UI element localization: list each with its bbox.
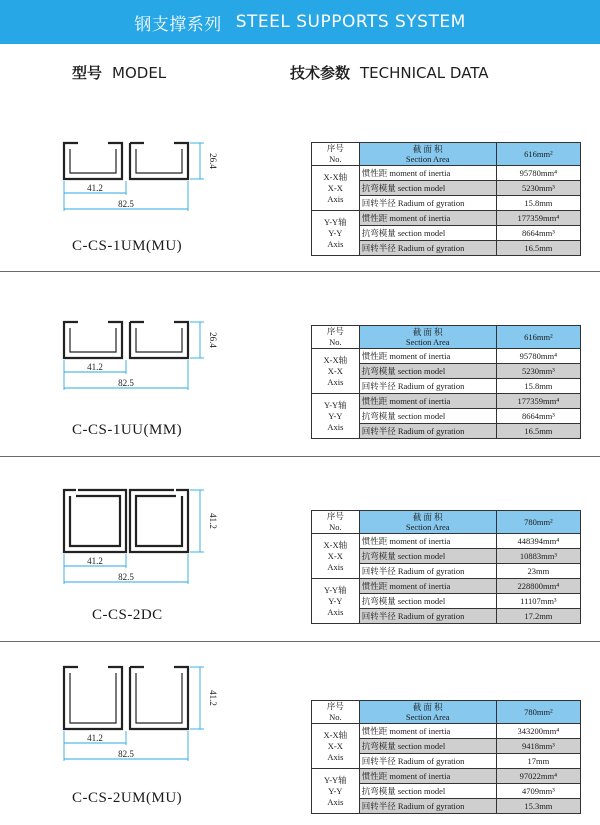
left-inner xyxy=(70,149,116,173)
xx-modulus-label: 抗弯模量 section model xyxy=(359,739,496,754)
yy-modulus-value: 4709mm³ xyxy=(496,784,580,799)
xx-axis-label: X-X轴 X-X Axis xyxy=(312,349,360,394)
xx-moment-label: 惯性距 moment of inertia xyxy=(359,166,496,181)
total-width-label: 82.5 xyxy=(118,749,134,759)
banner-title-cn: 钢支撑系列 xyxy=(134,14,222,35)
model-label: C-CS-2DC xyxy=(92,607,163,623)
no-header: 序号 No. xyxy=(312,143,360,166)
yy-radius-value: 17.2mm xyxy=(496,609,580,624)
product-section xyxy=(0,457,600,641)
height-label: 26.4 xyxy=(208,153,218,169)
spec-table xyxy=(311,700,581,814)
channel-profile xyxy=(64,322,188,358)
xx-radius-label: 回转半径 Radium of gyration xyxy=(359,754,496,769)
channel-profile xyxy=(64,667,188,729)
xx-radius-value: 23mm xyxy=(496,564,580,579)
no-header: 序号 No. xyxy=(312,701,360,724)
yy-moment-label: 惯性距 moment of inertia xyxy=(359,211,496,226)
xx-axis-label: X-X轴 X-X Axis xyxy=(312,534,360,579)
half-width-label: 41.2 xyxy=(87,733,103,743)
banner-title-en: STEEL SUPPORTS SYSTEM xyxy=(235,12,466,32)
xx-moment-value: 95780mm⁴ xyxy=(496,166,580,181)
xx-moment-label: 惯性距 moment of inertia xyxy=(359,349,496,364)
spec-table xyxy=(311,510,581,624)
yy-modulus-value: 8664mm³ xyxy=(496,409,580,424)
yy-moment-label: 惯性距 moment of inertia xyxy=(359,769,496,784)
left-inner xyxy=(70,328,116,352)
xx-modulus-value: 9418mm³ xyxy=(496,739,580,754)
tech-header xyxy=(290,62,489,83)
xx-radius-value: 15.8mm xyxy=(496,379,580,394)
total-width-label: 82.5 xyxy=(118,199,134,209)
area-header: 截 面 积 Section Area xyxy=(359,701,496,724)
right-inner xyxy=(136,149,182,173)
right-inner xyxy=(136,328,182,352)
area-value: 780mm² xyxy=(496,511,580,534)
product-section xyxy=(0,272,600,456)
xx-moment-label: 惯性距 moment of inertia xyxy=(359,534,496,549)
spec-table xyxy=(311,142,581,256)
tech-header-en: TECHNICAL DATA xyxy=(360,64,489,82)
xx-modulus-value: 10883mm³ xyxy=(496,549,580,564)
model-header xyxy=(72,62,166,83)
left-channel xyxy=(64,490,126,552)
area-value: 780mm² xyxy=(496,701,580,724)
right-channel xyxy=(130,490,188,552)
yy-axis-label: Y-Y轴 Y-Y Axis xyxy=(312,579,360,624)
yy-moment-label: 惯性距 moment of inertia xyxy=(359,579,496,594)
no-header: 序号 No. xyxy=(312,511,360,534)
xx-moment-value: 448394mm⁴ xyxy=(496,534,580,549)
yy-radius-label: 回转半径 Radium of gyration xyxy=(359,799,496,814)
yy-axis-label: Y-Y轴 Y-Y Axis xyxy=(312,769,360,814)
yy-moment-value: 228800mm⁴ xyxy=(496,579,580,594)
left-inner xyxy=(70,673,116,723)
yy-axis-label: Y-Y轴 Y-Y Axis xyxy=(312,394,360,439)
tech-header-cn: 技术参数 xyxy=(290,64,351,82)
area-value: 616mm² xyxy=(496,143,580,166)
xx-radius-label: 回转半径 Radium of gyration xyxy=(359,196,496,211)
total-width-label: 82.5 xyxy=(118,378,134,388)
half-width-label: 41.2 xyxy=(87,556,103,566)
page-banner xyxy=(0,0,600,44)
model-label: C-CS-2UM(MU) xyxy=(72,790,183,806)
model-label: C-CS-1UM(MU) xyxy=(72,238,183,254)
xx-radius-label: 回转半径 Radium of gyration xyxy=(359,379,496,394)
yy-radius-label: 回转半径 Radium of gyration xyxy=(359,241,496,256)
xx-modulus-value: 5230mm³ xyxy=(496,364,580,379)
area-header: 截 面 积 Section Area xyxy=(359,143,496,166)
xx-radius-value: 17mm xyxy=(496,754,580,769)
xx-axis-label: X-X轴 X-X Axis xyxy=(312,166,360,211)
xx-modulus-label: 抗弯模量 section model xyxy=(359,181,496,196)
channel-profile xyxy=(64,490,188,552)
yy-modulus-value: 11107mm³ xyxy=(496,594,580,609)
height-label: 26.4 xyxy=(208,332,218,348)
yy-radius-label: 回转半径 Radium of gyration xyxy=(359,609,496,624)
half-width-label: 41.2 xyxy=(87,183,103,193)
profile-drawing xyxy=(0,272,230,412)
product-section xyxy=(0,95,600,271)
xx-modulus-label: 抗弯模量 section model xyxy=(359,364,496,379)
area-value: 616mm² xyxy=(496,326,580,349)
yy-radius-value: 15.3mm xyxy=(496,799,580,814)
xx-moment-value: 343200mm⁴ xyxy=(496,724,580,739)
channel-profile xyxy=(64,143,188,179)
xx-axis-label: X-X轴 X-X Axis xyxy=(312,724,360,769)
height-label: 41.2 xyxy=(208,690,218,706)
profile-drawing xyxy=(0,642,230,782)
model-label: C-CS-1UU(MM) xyxy=(72,422,183,438)
no-header: 序号 No. xyxy=(312,326,360,349)
yy-moment-label: 惯性距 moment of inertia xyxy=(359,394,496,409)
yy-moment-value: 177359mm⁴ xyxy=(496,211,580,226)
profile-drawing xyxy=(0,95,230,235)
model-header-en: MODEL xyxy=(112,64,167,82)
height-label: 41.2 xyxy=(208,513,218,529)
right-inner xyxy=(136,673,182,723)
yy-radius-label: 回转半径 Radium of gyration xyxy=(359,424,496,439)
xx-moment-label: 惯性距 moment of inertia xyxy=(359,724,496,739)
yy-moment-value: 177359mm⁴ xyxy=(496,394,580,409)
yy-modulus-value: 8664mm³ xyxy=(496,226,580,241)
yy-modulus-label: 抗弯模量 section model xyxy=(359,226,496,241)
xx-radius-value: 15.8mm xyxy=(496,196,580,211)
xx-modulus-label: 抗弯模量 section model xyxy=(359,549,496,564)
xx-radius-label: 回转半径 Radium of gyration xyxy=(359,564,496,579)
xx-modulus-value: 5230mm³ xyxy=(496,181,580,196)
yy-modulus-label: 抗弯模量 section model xyxy=(359,594,496,609)
yy-modulus-label: 抗弯模量 section model xyxy=(359,784,496,799)
total-width-label: 82.5 xyxy=(118,572,134,582)
yy-moment-value: 97022mm⁴ xyxy=(496,769,580,784)
yy-modulus-label: 抗弯模量 section model xyxy=(359,409,496,424)
yy-radius-value: 16.5mm xyxy=(496,241,580,256)
area-header: 截 面 积 Section Area xyxy=(359,326,496,349)
xx-moment-value: 95780mm⁴ xyxy=(496,349,580,364)
yy-radius-value: 16.5mm xyxy=(496,424,580,439)
spec-table xyxy=(311,325,581,439)
half-width-label: 41.2 xyxy=(87,362,103,372)
product-section xyxy=(0,642,600,825)
yy-axis-label: Y-Y轴 Y-Y Axis xyxy=(312,211,360,256)
area-header: 截 面 积 Section Area xyxy=(359,511,496,534)
profile-drawing xyxy=(0,457,230,597)
model-header-cn: 型号 xyxy=(72,64,103,82)
